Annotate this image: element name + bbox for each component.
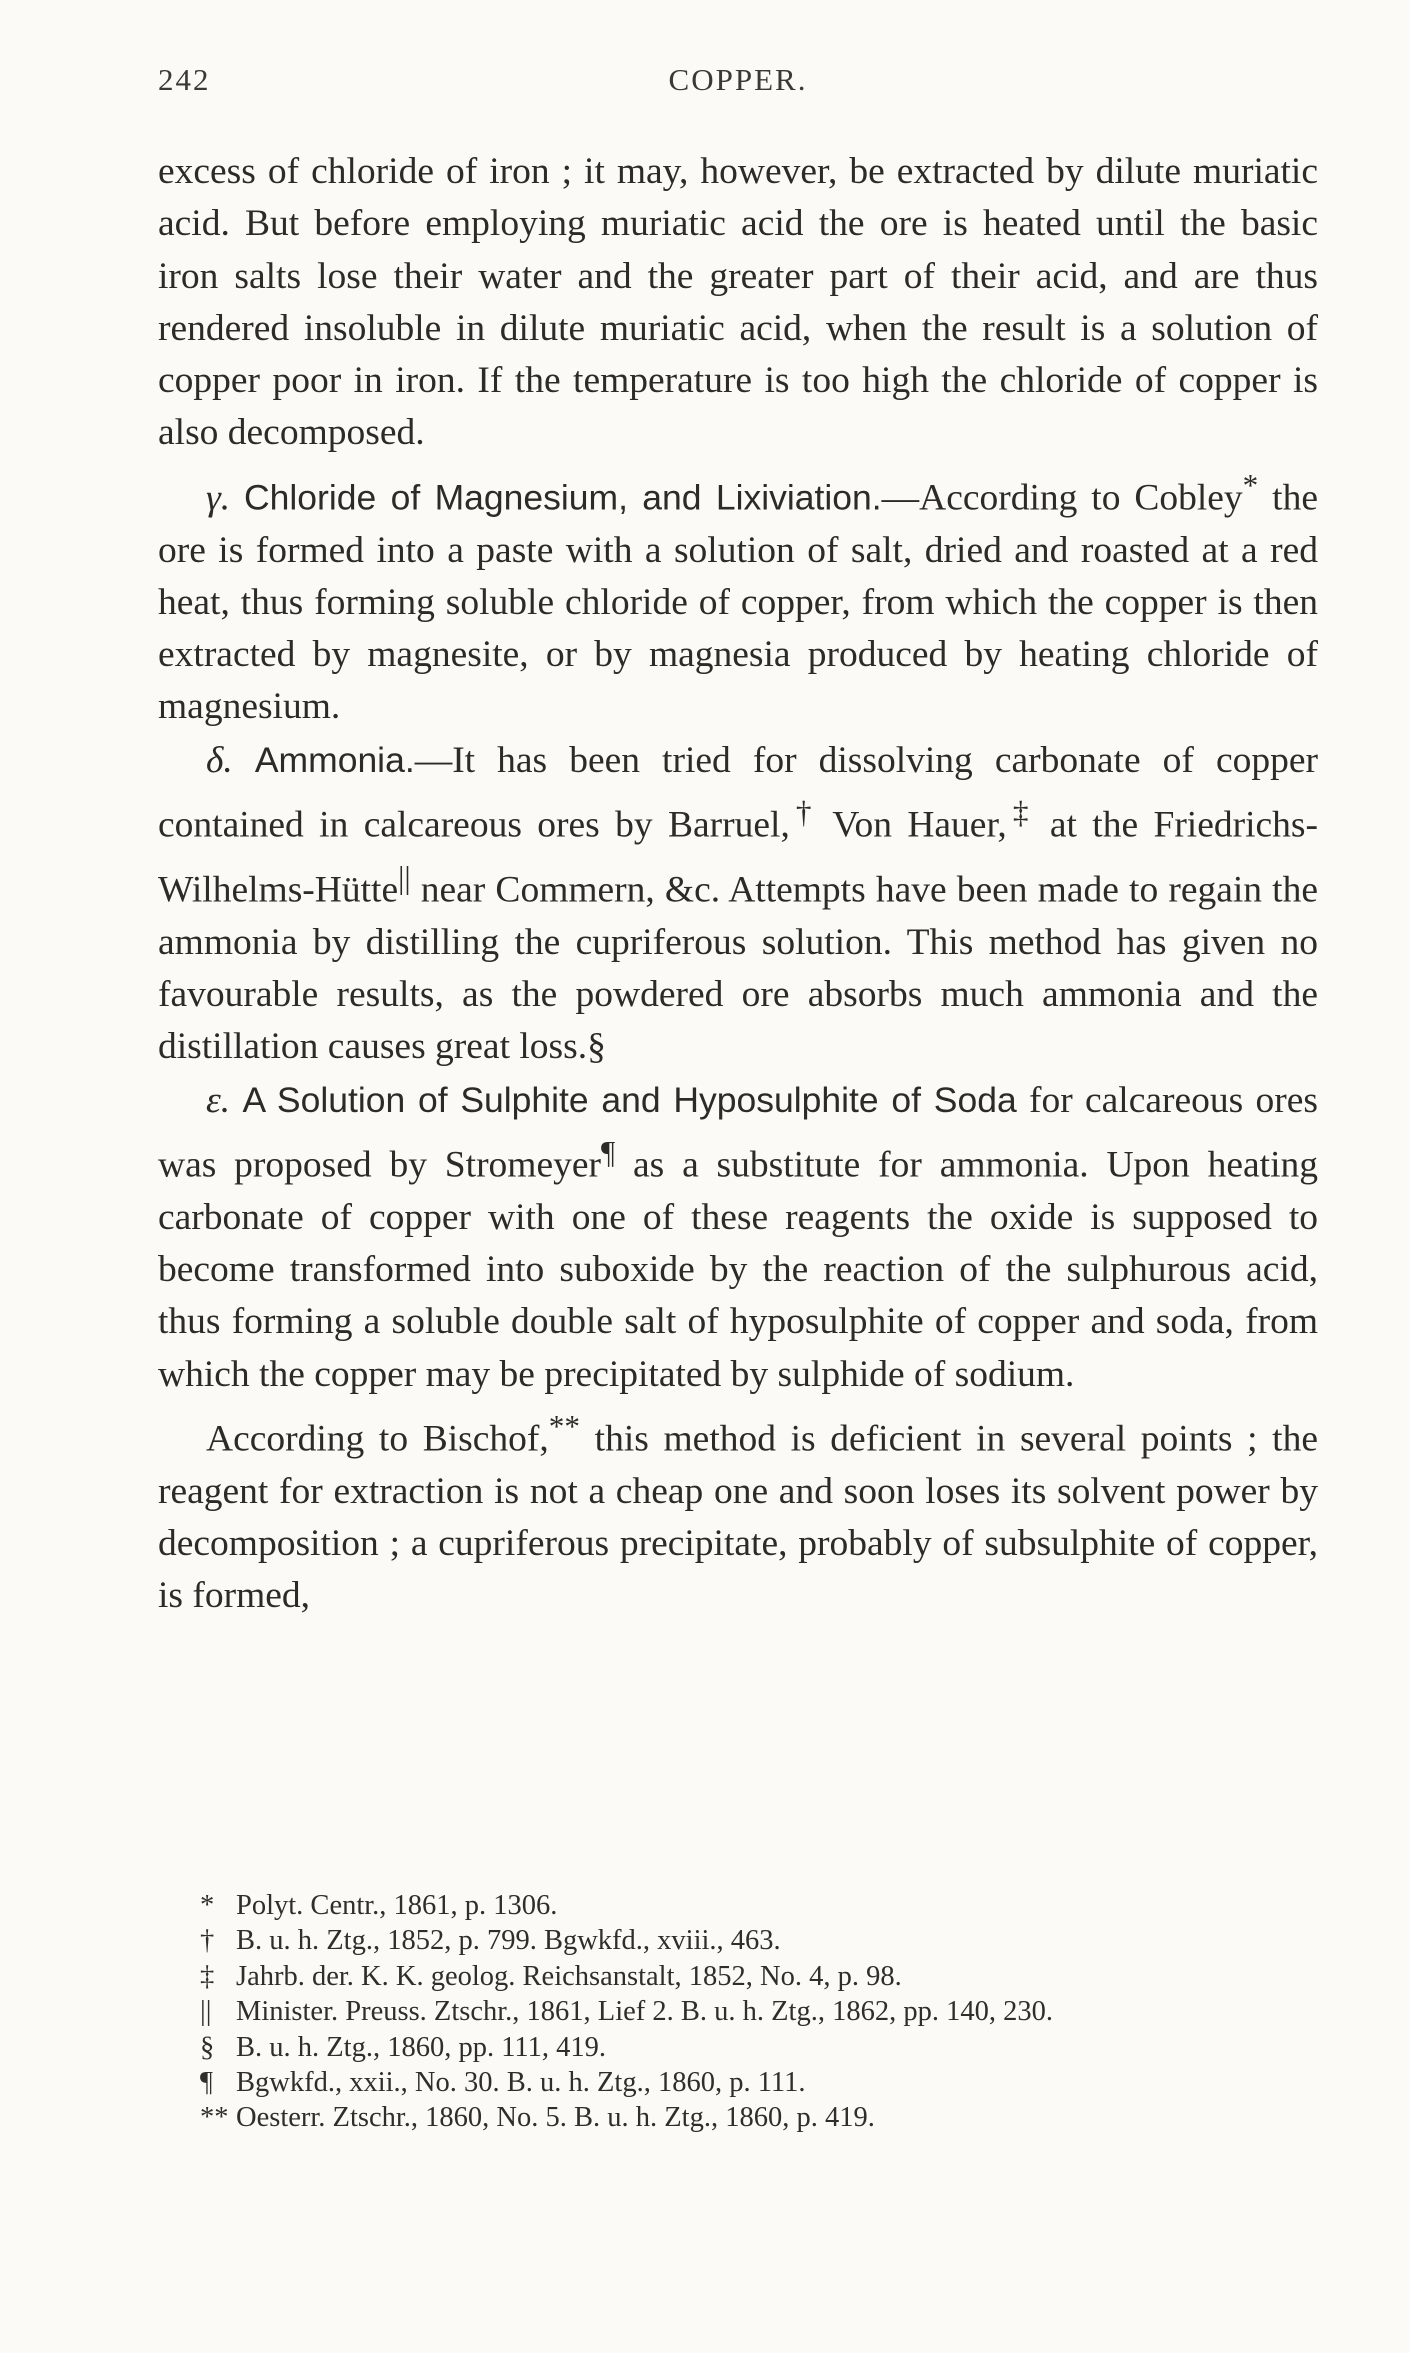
footnote-ref: ** bbox=[548, 1408, 581, 1444]
footnote bbox=[200, 2065, 1330, 2100]
paragraph-continuation: excess of chloride of iron ; it may, however, be extracted by dilute muriatic acid. But before employing muriatic acid the ore is heated until the basic iron salts lose their water and the greater part of their acid, and are thus rendered insoluble in dilute muriatic acid, when the result is a solution of copper poor in iron. If the temperature is too high the chloride of copper is also decomposed. bbox=[158, 151, 1318, 454]
footnote-mark: § bbox=[200, 2031, 215, 2063]
section-text: —It has been tried for dissolving carbonate of copper contained in calcareous ores by Barruel, bbox=[158, 739, 1318, 846]
footnote bbox=[200, 1994, 1330, 2029]
section-delta bbox=[158, 734, 1318, 1074]
page-header bbox=[158, 62, 1318, 112]
paragraph-bischof bbox=[158, 1401, 1318, 1623]
footnote-ref: ¶ bbox=[601, 1134, 616, 1170]
section-text: the ore is formed into a paste with a solution of salt, dried and roasted at a red heat, thus forming soluble chloride of copper, from which the copper is then extracted by magnesite, or by magnesia produced by heating chloride of magnesium. bbox=[158, 477, 1318, 728]
section-text: at the Friedrichs-Wilhelms-Hütte bbox=[158, 804, 1319, 911]
section-label: γ. bbox=[206, 477, 231, 519]
section-text: Von Hauer, bbox=[817, 804, 1007, 846]
section-text: near Commern, &c. Attempts have been made to regain the ammonia by distilling the cupriferous solution. This method has given no favourable results, as the powdered ore absorbs much ammonia and the distillation causes great loss. bbox=[158, 869, 1318, 1068]
section-heading: Chloride of Magnesium, and Lixiviation. bbox=[244, 477, 882, 518]
footnote-text: Polyt. Centr., 1861, p. 1306. bbox=[236, 1890, 558, 1921]
footnote-ref: || bbox=[398, 859, 411, 895]
section-label: ε. bbox=[206, 1079, 231, 1121]
section-heading: Ammonia. bbox=[254, 739, 415, 780]
section-text: as a substitute for ammonia. Upon heating carbonate of copper with one of these reagents the oxide is supposed to become transformed into suboxide by the reaction of the sulphurous acid, thus forming a soluble double salt of hyposulphite of copper and soda, from which the copper may be precipitated by sulphide of sodium. bbox=[158, 1144, 1318, 1395]
footnote-mark: ** bbox=[200, 2102, 229, 2134]
section-text: for calcareous ores was proposed by Stromeyer bbox=[158, 1079, 1318, 1186]
footnote-ref: ‡ bbox=[1006, 795, 1035, 831]
footnote-text: B. u. h. Ztg., 1860, pp. 111, 419. bbox=[236, 2031, 606, 2063]
section-epsilon bbox=[158, 1074, 1318, 1401]
body-text bbox=[158, 146, 1318, 1623]
footnote-text: Oesterr. Ztschr., 1860, No. 5. B. u. h. Ztg., 1860, p. 419. bbox=[236, 2102, 875, 2134]
footnote bbox=[200, 2100, 1330, 2135]
footnotes bbox=[200, 1888, 1330, 2136]
running-head: COPPER. bbox=[668, 62, 808, 97]
footnote-mark: ¶ bbox=[200, 2067, 213, 2099]
footnote-mark: * bbox=[200, 1890, 215, 1921]
footnote-text: Jahrb. der. K. K. geolog. Reichsanstalt, 1852, No. 4, p. 98. bbox=[236, 1960, 902, 1992]
footnote bbox=[200, 2030, 1330, 2065]
footnote-text: B. u. h. Ztg., 1852, p. 799. Bgwkfd., xviii., 463. bbox=[236, 1925, 781, 1957]
footnote-ref: * bbox=[1242, 467, 1259, 503]
page-number: 242 bbox=[158, 62, 211, 97]
footnote bbox=[200, 1888, 1330, 1923]
footnote-text: Bgwkfd., xxii., No. 30. B. u. h. Ztg., 1860, p. 111. bbox=[236, 2067, 806, 2099]
paragraph-text: According to Bischof, bbox=[206, 1418, 549, 1460]
section-heading: A Solution of Sulphite and Hyposulphite of Soda bbox=[242, 1079, 1017, 1120]
footnote bbox=[200, 1923, 1330, 1958]
footnote-mark: † bbox=[200, 1925, 215, 1957]
paragraph-text: this method is deficient in several points ; the reagent for extraction is not a cheap one and soon loses its solvent power by decomposition ; a cupriferous precipitate, probably of subsulphite of copper, is formed, bbox=[158, 1418, 1318, 1617]
footnote-mark: ‡ bbox=[200, 1960, 215, 1992]
footnote-mark: || bbox=[200, 1996, 212, 2028]
footnote-ref: † bbox=[789, 795, 818, 831]
section-text: —According to Cobley bbox=[881, 477, 1243, 519]
section-label: δ. bbox=[206, 739, 233, 781]
footnote-ref: § bbox=[587, 1026, 606, 1068]
footnote-text: Minister. Preuss. Ztschr., 1861, Lief 2. B. u. h. Ztg., 1862, pp. 140, 230. bbox=[236, 1996, 1053, 2028]
footnote bbox=[200, 1959, 1330, 1994]
section-gamma bbox=[158, 460, 1318, 734]
